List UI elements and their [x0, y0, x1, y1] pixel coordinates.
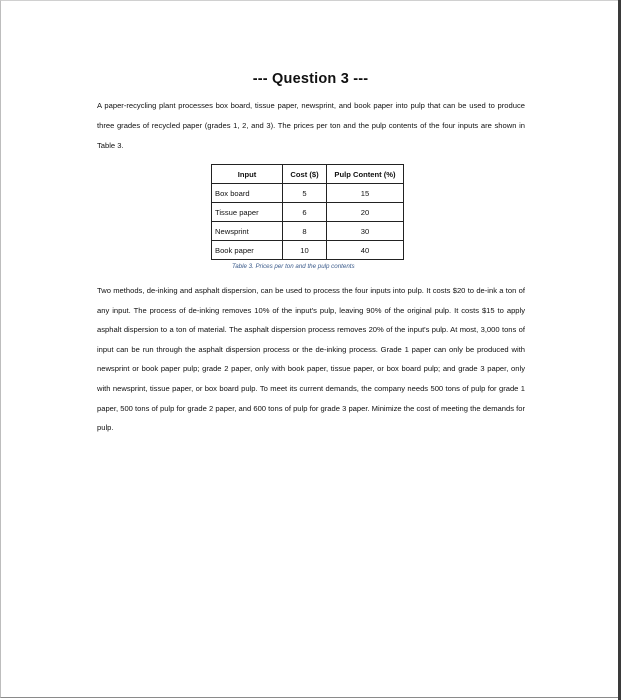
- table-row: [212, 184, 404, 203]
- cost-cell: 6: [283, 203, 327, 222]
- pulp-cell: 30: [327, 222, 404, 241]
- intro-paragraph: A paper-recycling plant processes box board, tissue paper, newsprint, and book paper into pulp that can be used to produce three grades of recycled paper (grades 1, 2, and 3). The prices per ton and the pulp contents of the four inputs are shown in Table 3.: [97, 101, 525, 150]
- column-header-cost: Cost ($): [283, 165, 327, 184]
- pulp-cell: 40: [327, 241, 404, 260]
- column-header-input: Input: [212, 165, 283, 184]
- input-cell: Box board: [212, 184, 283, 203]
- body-paragraph: Two methods, de-inking and asphalt dispersion, can be used to process the four inputs into pulp. It costs $20 to de-ink a ton of any input. The process of de-inking removes 10% of the input's pulp, leaving 90% of the original pulp. It costs $15 to apply asphalt dispersion to a ton of material. The asphalt dispersion process removes 20% of the input's pulp. At most, 3,000 tons of input can be run through the asphalt dispersion process or the de-inking process. Grade 1 paper can only be produced with newsprint or book paper pulp; grade 2 paper, only with book paper, tissue paper, or box board pulp; and grade 3 paper, only with newsprint, tissue paper, or box board pulp. To meet its current demands, the company needs 500 tons of pulp for grade 1 paper, 500 tons of pulp for grade 2 paper, and 600 tons of pulp for grade 3 paper. Minimize the cost of meeting the demands for pulp.: [97, 286, 525, 433]
- table-caption: Table 3. Prices per ton and the pulp contents: [232, 263, 355, 270]
- table-row: [212, 241, 404, 260]
- table-row: [212, 222, 404, 241]
- cost-cell: 8: [283, 222, 327, 241]
- table-row: [212, 203, 404, 222]
- cost-cell: 10: [283, 241, 327, 260]
- input-cell: Tissue paper: [212, 203, 283, 222]
- prices-table: [211, 164, 404, 260]
- input-cell: Book paper: [212, 241, 283, 260]
- pulp-cell: 20: [327, 203, 404, 222]
- pulp-cell: 15: [327, 184, 404, 203]
- table-header-row: [212, 165, 404, 184]
- question-heading: --- Question 3 ---: [252, 71, 369, 87]
- input-cell: Newsprint: [212, 222, 283, 241]
- cost-cell: 5: [283, 184, 327, 203]
- column-header-pulp-content: Pulp Content (%): [327, 165, 404, 184]
